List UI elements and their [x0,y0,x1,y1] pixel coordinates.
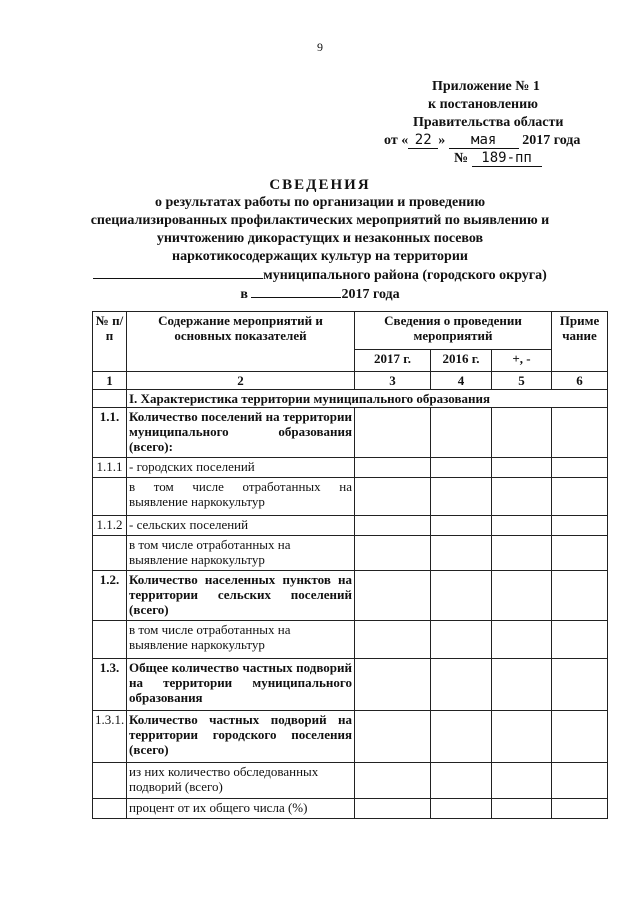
cell-diff [492,408,552,458]
col-number-4: 4 [431,372,492,390]
date-prefix: от « [384,133,409,148]
date-month: мая [449,133,519,149]
header-2017: 2017 г. [355,350,431,372]
table-row [93,536,608,571]
period-blank [251,285,341,298]
cell-note [552,516,608,536]
col-number-5: 5 [492,372,552,390]
header-info: Сведения о проведении мероприятий [355,312,552,350]
number-value: 189-пп [472,151,542,167]
col-number-1: 1 [93,372,127,390]
row-num: 1.1.1 [93,458,127,478]
heading-line-4: наркотикосодержащих культур на территории [172,249,468,264]
annex-line-2: к постановлению [428,97,538,112]
cell-2017 [355,516,431,536]
cell-2016 [431,408,492,458]
cell-2017 [355,711,431,763]
row-num [93,536,127,571]
row-text: в том числе отработанных на выявление наркокультур [127,536,355,571]
number-prefix: № [454,151,469,166]
cell-2016 [431,516,492,536]
col-number-6: 6 [552,372,608,390]
cell-2016 [431,659,492,711]
cell-diff [492,571,552,621]
cell-note [552,659,608,711]
heading-line-6-suffix: 2017 года [341,287,400,302]
header-diff: +, - [492,350,552,372]
cell-2016 [431,621,492,659]
heading-line-5 [60,266,580,285]
table-row [93,408,608,458]
header-num: № п/п [93,312,127,372]
row-text: процент от их общего числа (%) [127,799,355,819]
row-text: Количество частных подворий на территории городского поселения (всего) [127,711,355,763]
cell-2017 [355,458,431,478]
row-num [93,799,127,819]
row-text: в том числе отработанных на выявление наркокультур [127,621,355,659]
cell-2016 [431,478,492,516]
col-number-3: 3 [355,372,431,390]
row-num: 1.2. [93,571,127,621]
heading-line-3: уничтожению дикорастущих и незаконных посевов [156,231,484,246]
table-row [93,763,608,799]
row-text: из них количество обследованных подворий (всего) [127,763,355,799]
table-row [93,799,608,819]
heading-line-2: специализированных профилактических мероприятий по выявлению и [90,213,550,228]
row-text: - городских поселений [127,458,355,478]
row-num: 1.3.1. [93,711,127,763]
report-table [92,311,608,819]
col-number-2: 2 [127,372,355,390]
document-heading [60,176,580,304]
cell-note [552,799,608,819]
cell-note [552,711,608,763]
cell-diff [492,659,552,711]
annex-block [370,78,610,168]
row-num: 1.1.2 [93,516,127,536]
annex-line-3: Правительства области [413,115,564,130]
cell-note [552,458,608,478]
row-text: в том числе отработанных на выявление наркокультур [127,478,355,516]
table-row [93,659,608,711]
page-number: 9 [317,40,323,54]
cell-2017 [355,408,431,458]
cell-2016 [431,458,492,478]
cell-diff [492,763,552,799]
cell-note [552,571,608,621]
cell-2016 [431,536,492,571]
cell-diff [492,711,552,763]
row-text: Количество населенных пунктов на территории сельских поселений (всего) [127,571,355,621]
cell-diff [492,799,552,819]
cell-diff [492,536,552,571]
header-note: Приме чание [552,312,608,372]
cell-diff [492,478,552,516]
row-text: Общее количество частных подворий на территории муниципального образования [127,659,355,711]
cell-2017 [355,536,431,571]
table-row [93,711,608,763]
row-num [93,621,127,659]
cell-diff [492,621,552,659]
cell-2016 [431,711,492,763]
header-2016: 2016 г. [431,350,492,372]
date-day: 22 [408,133,438,149]
row-num [93,763,127,799]
date-mid: » [438,133,446,148]
row-text: - сельских поселений [127,516,355,536]
district-blank [93,266,263,279]
heading-title: СВЕДЕНИЯ [269,177,371,193]
row-text: Количество поселений на территории муниципального образования (всего): [127,408,355,458]
cell-2017 [355,621,431,659]
heading-line-6-prefix: в [240,287,248,302]
header-content: Содержание мероприятий и основных показателей [127,312,355,372]
row-num: 1.1. [93,408,127,458]
cell-note [552,536,608,571]
table-row [93,458,608,478]
table-row [93,571,608,621]
cell-2017 [355,763,431,799]
cell-2017 [355,478,431,516]
heading-line-1: о результатах работы по организации и проведению [154,195,486,210]
section-num-cell [93,390,127,408]
table-row [93,478,608,516]
cell-note [552,408,608,458]
cell-2017 [355,571,431,621]
annex-line-1: Приложение № 1 [432,79,540,94]
cell-note [552,763,608,799]
cell-2016 [431,799,492,819]
row-num: 1.3. [93,659,127,711]
row-num [93,478,127,516]
annex-date-line [370,132,610,150]
cell-2016 [431,763,492,799]
table-row [93,516,608,536]
heading-line-6 [60,285,580,304]
table-row [93,621,608,659]
annex-number-line [370,150,610,168]
heading-line-5-text: муниципального района (городского округа) [263,268,547,283]
cell-diff [492,458,552,478]
cell-2017 [355,659,431,711]
cell-note [552,621,608,659]
section-title: I. Характеристика территории муниципального образования [127,390,608,408]
date-year: 2017 года [522,133,581,148]
cell-diff [492,516,552,536]
cell-2017 [355,799,431,819]
cell-note [552,478,608,516]
cell-2016 [431,571,492,621]
